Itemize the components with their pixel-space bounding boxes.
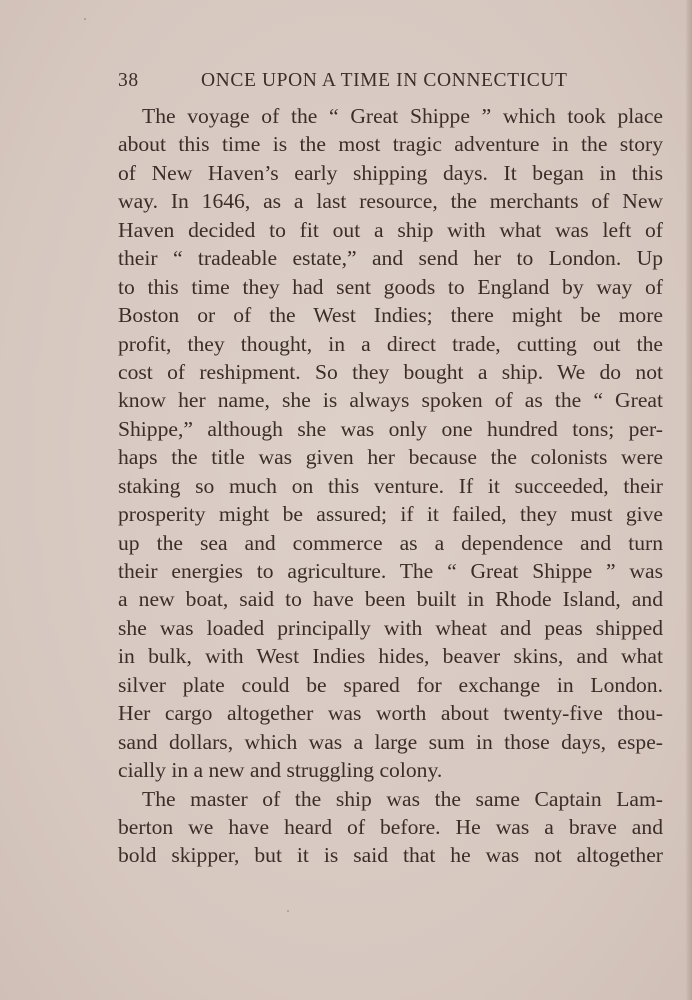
text-line: Her cargo altogether was worth about twenty-five thou- [118,701,663,726]
text-line: about this time is the most tragic adventure in the story [118,132,663,157]
text-line: cially in a new and struggling colony. [118,758,443,783]
paper-speck [287,910,289,912]
page-number: 38 [118,70,139,91]
paper-speck [84,18,86,20]
text-line: The voyage of the “ Great Shippe ” which took place [142,104,663,128]
text-line: silver plate could be spared for exchange in London. [118,672,663,697]
text-line: Shippe,” although she was only one hundred tons; per- [118,416,663,441]
text-line: to this time they had sent goods to England by way of [118,274,663,299]
book-title: ONCE UPON A TIME IN CONNECTICUT [201,70,568,91]
body-text [118,102,663,870]
text-line: their “ tradeable estate,” and send her to London. Up [118,246,663,271]
text-line: Haven decided to fit out a ship with what was left of [118,217,663,242]
text-line: Boston or of the West Indies; there might be more [118,303,663,328]
text-line: cost of reshipment. So they bought a ship. We do not [118,359,663,384]
text-line: in bulk, with West Indies hides, beaver skins, and what [118,644,663,669]
text-line: way. In 1646, as a last resource, the merchants of New [118,189,663,214]
text-line: know her name, she is always spoken of as the “ Great [118,388,663,413]
text-line: prosperity might be assured; if it failed, they must give [118,502,663,527]
page-edge [686,0,692,1000]
text-line: their energies to agriculture. The “ Great Shippe ” was [118,559,663,583]
text-line: The master of the ship was the same Captain Lam- [142,786,663,811]
text-line: haps the title was given her because the colonists were [118,445,663,470]
text-line: berton we have heard of before. He was a brave and [118,814,663,839]
text-line: she was loaded principally with wheat and peas shipped [118,615,663,640]
text-line: bold skipper, but it is said that he was not altogether [118,843,663,868]
text-line: up the sea and commerce as a dependence and turn [118,530,663,555]
running-head [118,70,593,96]
text-line: a new boat, said to have been built in Rhode Island, and [118,587,663,612]
text-line: of New Haven’s early shipping days. It began in this [118,160,663,185]
text-line: staking so much on this venture. If it succeeded, their [118,473,663,498]
text-line: sand dollars, which was a large sum in those days, espe- [118,729,663,754]
text-line: profit, they thought, in a direct trade, cutting out the [118,331,663,356]
